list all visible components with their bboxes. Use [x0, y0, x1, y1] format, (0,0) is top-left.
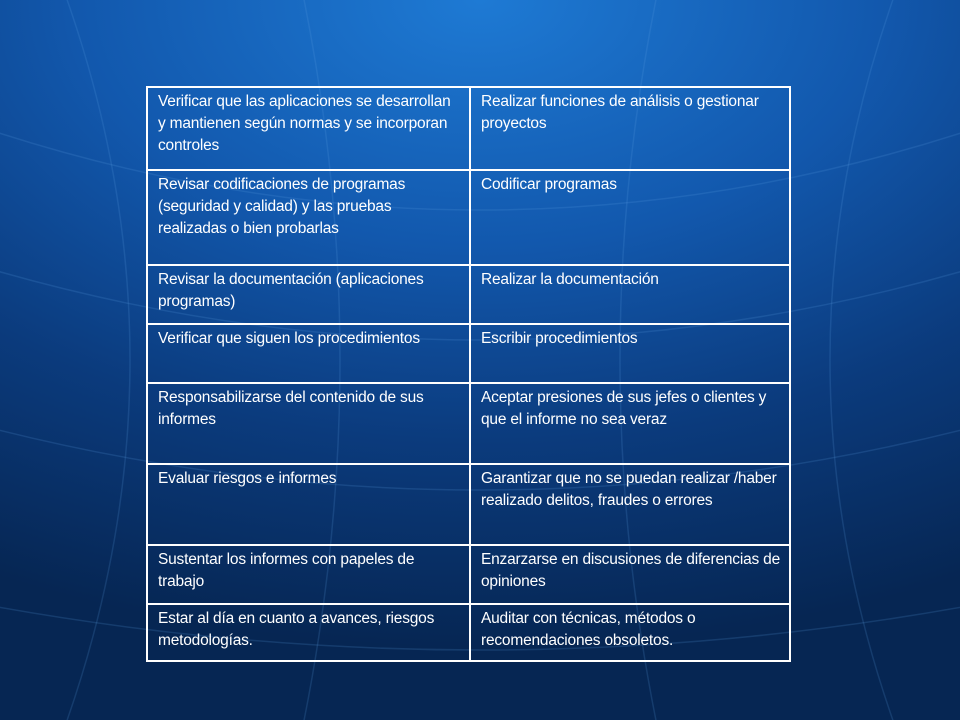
table-cell-left: Responsabilizarse del contenido de sus informes	[147, 383, 470, 464]
comparison-table	[146, 86, 791, 662]
table-cell-right: Enzarzarse en discusiones de diferencias de opiniones	[470, 545, 790, 604]
table-cell-left: Revisar codificaciones de programas (seguridad y calidad) y las pruebas realizadas o bien probarlas	[147, 170, 470, 265]
table-cell-left: Verificar que siguen los procedimientos	[147, 324, 470, 383]
table-row	[147, 265, 790, 324]
table-cell-right: Realizar la documentación	[470, 265, 790, 324]
table-cell-right: Codificar programas	[470, 170, 790, 265]
table-row	[147, 383, 790, 464]
table-cell-right: Realizar funciones de análisis o gestionar proyectos	[470, 87, 790, 170]
table-row	[147, 170, 790, 265]
table-row	[147, 87, 790, 170]
table-cell-right: Escribir procedimientos	[470, 324, 790, 383]
table-row	[147, 604, 790, 661]
table-cell-left: Estar al día en cuanto a avances, riesgos metodologías.	[147, 604, 470, 661]
table-cell-right: Auditar con técnicas, métodos o recomendaciones obsoletos.	[470, 604, 790, 661]
table-row	[147, 324, 790, 383]
table-cell-left: Sustentar los informes con papeles de trabajo	[147, 545, 470, 604]
table-cell-right: Garantizar que no se puedan realizar /haber realizado delitos, fraudes o errores	[470, 464, 790, 545]
table-cell-left: Revisar la documentación (aplicaciones programas)	[147, 265, 470, 324]
table-row	[147, 545, 790, 604]
table-row	[147, 464, 790, 545]
table-cell-left: Verificar que las aplicaciones se desarrollan y mantienen según normas y se incorporan controles	[147, 87, 470, 170]
table-cell-right: Aceptar presiones de sus jefes o clientes y que el informe no sea veraz	[470, 383, 790, 464]
table-cell-left: Evaluar riesgos e informes	[147, 464, 470, 545]
